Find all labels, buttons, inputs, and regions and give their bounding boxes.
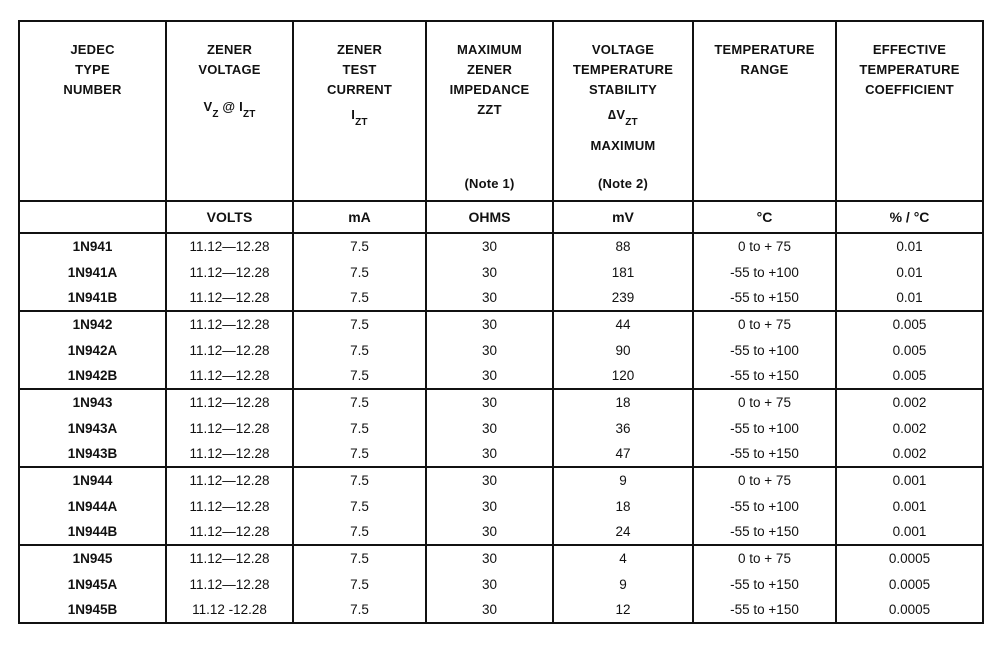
value-cell: -55 to +150 xyxy=(693,519,836,545)
value-cell: 11.12—12.28 xyxy=(166,389,293,415)
value-cell: 0 to + 75 xyxy=(693,311,836,337)
value-cell: 0 to + 75 xyxy=(693,389,836,415)
value-cell: 30 xyxy=(426,285,553,311)
value-cell: 0.01 xyxy=(836,259,983,285)
type-number-cell: 1N941A xyxy=(19,259,166,285)
value-cell: 11.12—12.28 xyxy=(166,233,293,259)
value-cell: 0.002 xyxy=(836,389,983,415)
table-header xyxy=(19,21,983,233)
unit-percent-per-celsius: % / °C xyxy=(836,201,983,233)
type-number-cell: 1N944 xyxy=(19,467,166,493)
unit-ma: mA xyxy=(293,201,426,233)
unit-mv: mV xyxy=(553,201,693,233)
type-number-cell: 1N945A xyxy=(19,571,166,597)
value-cell: 11.12—12.28 xyxy=(166,441,293,467)
value-cell: 11.12—12.28 xyxy=(166,467,293,493)
value-cell: 0.005 xyxy=(836,363,983,389)
izt-formula: $I_{ZT}$ xyxy=(351,107,368,128)
type-number-cell: 1N945 xyxy=(19,545,166,571)
value-cell: 18 xyxy=(553,493,693,519)
type-number-cell: 1N943A xyxy=(19,415,166,441)
value-cell: 30 xyxy=(426,467,553,493)
header-row xyxy=(19,21,983,201)
units-row xyxy=(19,201,983,233)
table-row xyxy=(19,233,983,259)
vz-at-izt-formula: $V_Z$ @ $I_{ZT}$ xyxy=(203,99,256,120)
value-cell: 0.001 xyxy=(836,493,983,519)
type-number-cell: 1N942A xyxy=(19,337,166,363)
value-cell: 11.12—12.28 xyxy=(166,571,293,597)
value-cell: 7.5 xyxy=(293,597,426,623)
value-cell: 30 xyxy=(426,519,553,545)
value-cell: -55 to +150 xyxy=(693,597,836,623)
value-cell: 9 xyxy=(553,571,693,597)
value-cell: -55 to +150 xyxy=(693,363,836,389)
value-cell: -55 to +150 xyxy=(693,571,836,597)
delta-vzt-formula: $\Delta V_{ZT}$ xyxy=(608,107,638,128)
value-cell: 11.12—12.28 xyxy=(166,415,293,441)
header-zener-test-current: ZENER TEST CURRENT $I_{ZT}$ xyxy=(293,21,426,201)
value-cell: 30 xyxy=(426,259,553,285)
table-row xyxy=(19,259,983,285)
value-cell: 0.002 xyxy=(836,441,983,467)
value-cell: 7.5 xyxy=(293,363,426,389)
zener-table xyxy=(18,20,984,624)
table-row xyxy=(19,467,983,493)
header-zener-voltage: ZENER VOLTAGE $V_Z$ @ $I_{ZT}$ xyxy=(166,21,293,201)
value-cell: 11.12—12.28 xyxy=(166,337,293,363)
value-cell: 11.12 -12.28 xyxy=(166,597,293,623)
type-number-cell: 1N941 xyxy=(19,233,166,259)
value-cell: 7.5 xyxy=(293,259,426,285)
value-cell: 9 xyxy=(553,467,693,493)
value-cell: 18 xyxy=(553,389,693,415)
table-row xyxy=(19,519,983,545)
table-row xyxy=(19,493,983,519)
value-cell: 30 xyxy=(426,415,553,441)
type-number-cell: 1N944A xyxy=(19,493,166,519)
value-cell: 7.5 xyxy=(293,311,426,337)
unit-cell-empty xyxy=(19,201,166,233)
value-cell: 30 xyxy=(426,363,553,389)
table-row xyxy=(19,441,983,467)
table-row xyxy=(19,363,983,389)
table-group xyxy=(19,389,983,467)
value-cell: 0.001 xyxy=(836,467,983,493)
value-cell: -55 to +100 xyxy=(693,493,836,519)
header-effective-temp-coefficient: EFFECTIVE TEMPERATURE COEFFICIENT xyxy=(836,21,983,201)
value-cell: 47 xyxy=(553,441,693,467)
value-cell: 7.5 xyxy=(293,441,426,467)
value-cell: 11.12—12.28 xyxy=(166,493,293,519)
type-number-cell: 1N942B xyxy=(19,363,166,389)
value-cell: 0.01 xyxy=(836,233,983,259)
value-cell: 0 to + 75 xyxy=(693,545,836,571)
value-cell: -55 to +100 xyxy=(693,415,836,441)
value-cell: 7.5 xyxy=(293,285,426,311)
value-cell: 7.5 xyxy=(293,545,426,571)
value-cell: -55 to +100 xyxy=(693,259,836,285)
value-cell: 7.5 xyxy=(293,233,426,259)
unit-ohms: OHMS xyxy=(426,201,553,233)
value-cell: 0.001 xyxy=(836,519,983,545)
header-jedec-type-number: JEDEC TYPE NUMBER xyxy=(19,21,166,201)
table-row xyxy=(19,415,983,441)
value-cell: -55 to +150 xyxy=(693,441,836,467)
value-cell: 44 xyxy=(553,311,693,337)
type-number-cell: 1N942 xyxy=(19,311,166,337)
table-row xyxy=(19,311,983,337)
header-voltage-temp-stability: VOLTAGE TEMPERATURE STABILITY $\Delta V_{ZT}$ MAXIMUM (Note 2) xyxy=(553,21,693,201)
value-cell: 7.5 xyxy=(293,493,426,519)
value-cell: 0 to + 75 xyxy=(693,467,836,493)
value-cell: 239 xyxy=(553,285,693,311)
value-cell: 7.5 xyxy=(293,415,426,441)
value-cell: 30 xyxy=(426,233,553,259)
value-cell: 30 xyxy=(426,311,553,337)
value-cell: 0.005 xyxy=(836,337,983,363)
value-cell: 36 xyxy=(553,415,693,441)
type-number-cell: 1N941B xyxy=(19,285,166,311)
value-cell: 0.0005 xyxy=(836,545,983,571)
unit-volts: VOLTS xyxy=(166,201,293,233)
value-cell: 11.12—12.28 xyxy=(166,285,293,311)
note2-ref: (Note 2) xyxy=(598,176,648,191)
table-row xyxy=(19,597,983,623)
value-cell: 24 xyxy=(553,519,693,545)
table-row xyxy=(19,337,983,363)
header-max-zener-impedance: MAXIMUM ZENER IMPEDANCE ZZT (Note 1) xyxy=(426,21,553,201)
unit-celsius: °C xyxy=(693,201,836,233)
type-number-cell: 1N944B xyxy=(19,519,166,545)
type-number-cell: 1N945B xyxy=(19,597,166,623)
value-cell: 181 xyxy=(553,259,693,285)
value-cell: 12 xyxy=(553,597,693,623)
value-cell: 7.5 xyxy=(293,467,426,493)
note1-ref: (Note 1) xyxy=(464,176,515,191)
value-cell: 4 xyxy=(553,545,693,571)
value-cell: 30 xyxy=(426,597,553,623)
value-cell: 7.5 xyxy=(293,519,426,545)
value-cell: 0.0005 xyxy=(836,571,983,597)
value-cell: 0.0005 xyxy=(836,597,983,623)
value-cell: 90 xyxy=(553,337,693,363)
value-cell: 11.12—12.28 xyxy=(166,545,293,571)
value-cell: 7.5 xyxy=(293,389,426,415)
header-temperature-range: TEMPERATURE RANGE xyxy=(693,21,836,201)
table-group xyxy=(19,311,983,389)
value-cell: 7.5 xyxy=(293,337,426,363)
value-cell: 120 xyxy=(553,363,693,389)
value-cell: 88 xyxy=(553,233,693,259)
table-group xyxy=(19,233,983,311)
table-row xyxy=(19,545,983,571)
value-cell: 30 xyxy=(426,545,553,571)
value-cell: 11.12—12.28 xyxy=(166,259,293,285)
value-cell: 7.5 xyxy=(293,571,426,597)
type-number-cell: 1N943 xyxy=(19,389,166,415)
table-row xyxy=(19,389,983,415)
value-cell: 30 xyxy=(426,337,553,363)
value-cell: 11.12—12.28 xyxy=(166,311,293,337)
value-cell: 0.005 xyxy=(836,311,983,337)
value-cell: 11.12—12.28 xyxy=(166,519,293,545)
value-cell: 30 xyxy=(426,441,553,467)
value-cell: -55 to +100 xyxy=(693,337,836,363)
value-cell: 0.002 xyxy=(836,415,983,441)
value-cell: -55 to +150 xyxy=(693,285,836,311)
value-cell: 11.12—12.28 xyxy=(166,363,293,389)
table-group xyxy=(19,545,983,623)
table-row xyxy=(19,571,983,597)
table-group xyxy=(19,467,983,545)
value-cell: 0 to + 75 xyxy=(693,233,836,259)
value-cell: 30 xyxy=(426,571,553,597)
value-cell: 0.01 xyxy=(836,285,983,311)
value-cell: 30 xyxy=(426,493,553,519)
table-row xyxy=(19,285,983,311)
type-number-cell: 1N943B xyxy=(19,441,166,467)
value-cell: 30 xyxy=(426,389,553,415)
